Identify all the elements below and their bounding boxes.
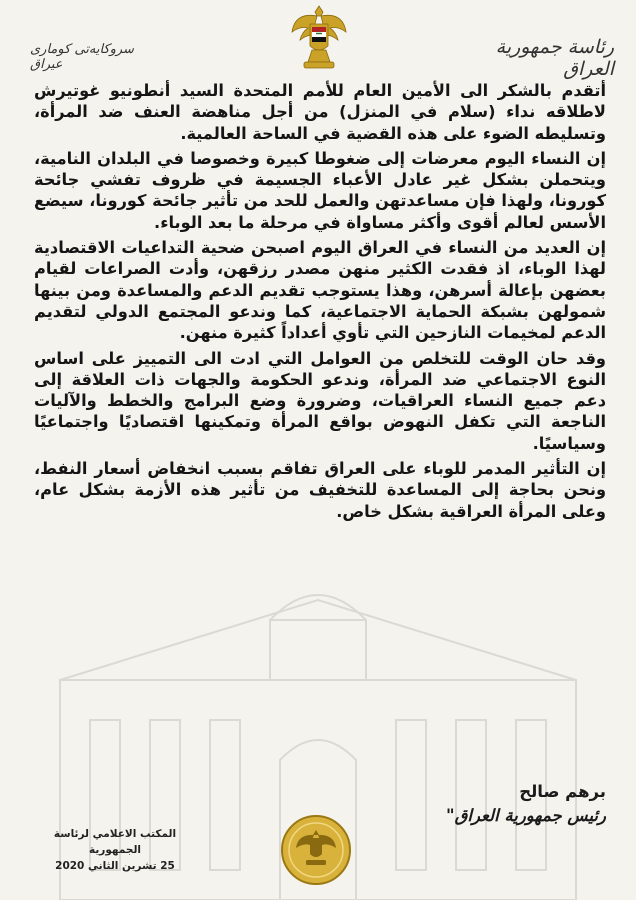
paragraph: وقد حان الوقت للتخلص من العوامل التي ادت الى التمييز على اساس النوع الاجتماعي ضد المرأة، وندعو الحكومة والجهات ذات العلاقة إلى دعم جميع النساء العراقيات، وضرورة وضع البرامج والخطط والآليات الناجعة التي تكفل النهوض بواقع المرأة وتمكينها اقتصاديًا واجتماعيًا وسياسيًا. xyxy=(34,348,606,453)
eagle-emblem-icon xyxy=(290,2,348,72)
presidency-logo-text: رئاسة جمهورية العراق xyxy=(495,36,614,80)
presidency-seal-icon xyxy=(280,814,352,886)
letter-body xyxy=(34,80,606,526)
kurdish-logo-text: سروكايه‌تى كومارى عيراق xyxy=(30,42,134,72)
media-office-footer xyxy=(40,826,190,874)
signatory-title: رئيس جمهورية العراق" xyxy=(446,806,606,825)
letter-date: 25 تشرين الثاني 2020 xyxy=(55,860,175,872)
letterhead xyxy=(0,0,636,78)
signatory-name: برهم صالح xyxy=(519,782,606,801)
paragraph: إن العديد من النساء في العراق اليوم اصبحن ضحية التداعيات الاقتصادية لهذا الوباء، اذ فقدت الكثير منهن مصدر رزقهن، وأدت الصراعات لقيام بعضهن بإعالة أسرهن، وهذا يستوجب تقديم الدعم والمساعدة ومن بينها شمولهن بشبكة الحماية الاجتماعية، كما وندعو المجتمع الدولي لتقديم الدعم لمخيمات النازحين التي تأوي أعداداً كثيرة منهن. xyxy=(34,238,606,343)
paragraph: إن التأثير المدمر للوباء على العراق تفاقم بسبب انخفاض أسعار النفط، ونحن بحاجة إلى المساعدة للتخفيف من تأثير هذه الأزمة بشكل عام، وعلى المرأة العراقية بشكل خاص. xyxy=(34,459,606,521)
paragraph: أتقدم بالشكر الى الأمين العام للأمم المتحدة السيد أنطونيو غوتيرش لاطلاقه نداء (سلام في المنزل) من أجل مناهضة العنف ضد المرأة، وتسليطه الضوء على هذه القضية في الساحة العالمية. xyxy=(34,81,606,143)
paragraph: إن النساء اليوم معرضات إلى ضغوطا كبيرة وخصوصا في البلدان النامية، ويتحملن بشكل غير عادل الأعباء الجسيمة في ظروف تفشي جائحة كورونا، ولهذا فإن مساعدتهن والعمل للحد من تأثير جائحة كورونا، سيضع الأسس لعالم أقوى وأكثر مساواة في مرحلة ما بعد الوباء. xyxy=(34,148,606,232)
office-name: المكتب الاعلامي لرئاسة الجمهورية xyxy=(53,828,177,856)
